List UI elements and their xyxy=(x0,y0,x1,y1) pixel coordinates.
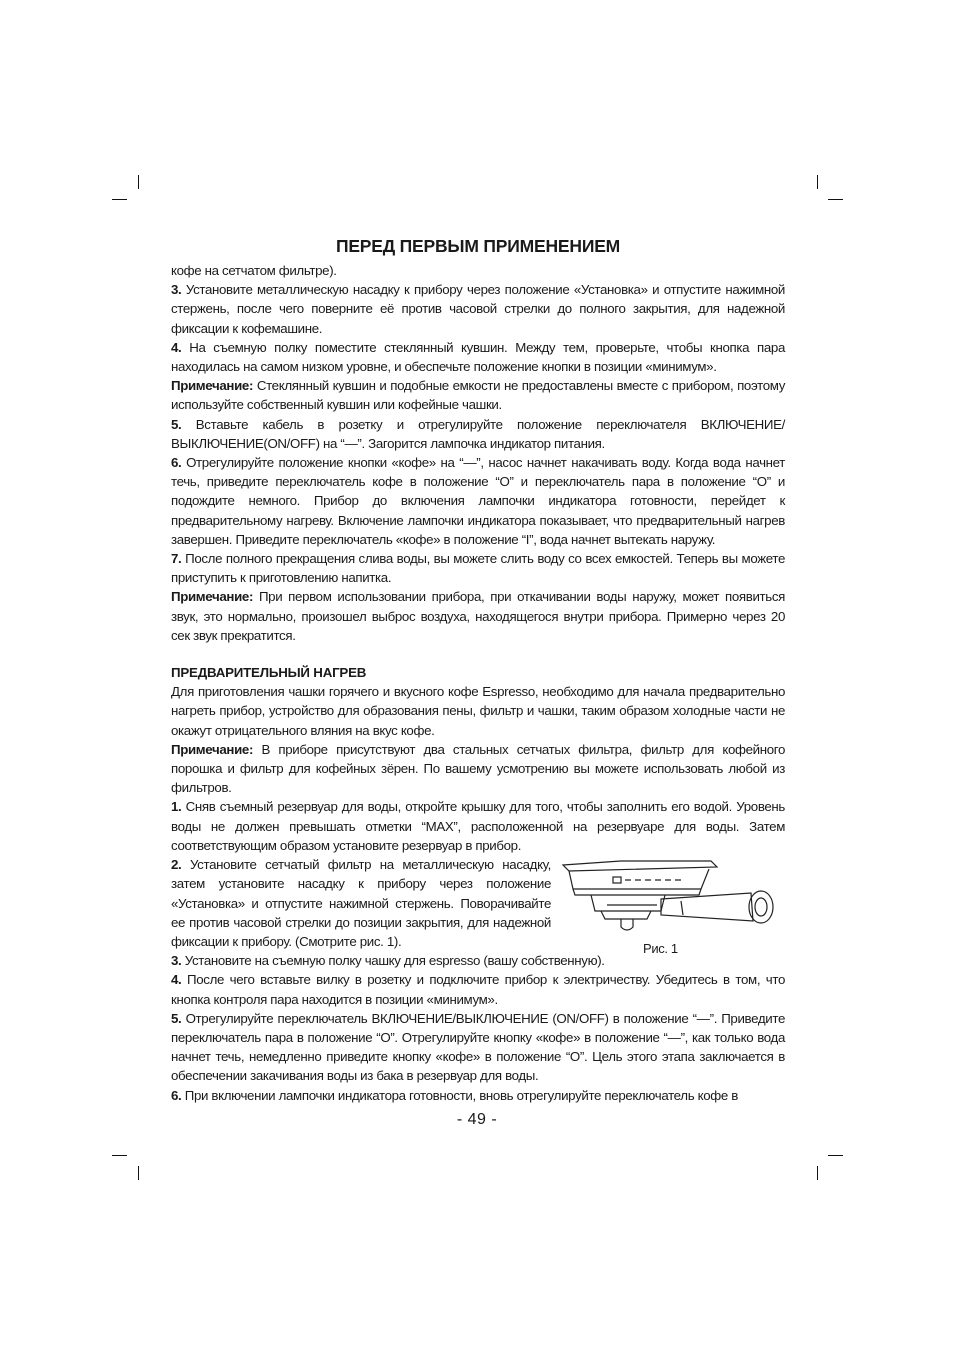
paragraph-step-2 xyxy=(171,855,551,951)
paragraph-text: Вставьте кабель в розетку и отрегулируйте положение переключателя ВКЛЮЧЕНИЕ/ВЫКЛЮЧЕНИЕ(ON/OFF) на “—”. Загорится лампочка индикатор питания. xyxy=(171,416,785,451)
step-number: 5. xyxy=(171,416,182,432)
paragraph-step-6 xyxy=(171,1086,785,1105)
page-number: - 49 - xyxy=(456,1111,498,1128)
paragraph-text: Установите на съемную полку чашку для espresso (вашу собственную). xyxy=(181,953,605,969)
section-title: ПРЕДВАРИТЕЛЬНЫЙ НАГРЕВ xyxy=(171,665,367,681)
paragraph-note xyxy=(171,587,785,645)
crop-mark-bottom-right-v xyxy=(817,1166,818,1180)
paragraph-step-3 xyxy=(171,951,785,970)
paragraph-text: Отрегулируйте переключатель ВКЛЮЧЕНИЕ/ВЫКЛЮЧЕНИЕ (ON/OFF) в положение “—”. Приведите переключатель пара в положение “O”. Отрегулируйте кнопку «кофе» в положение “—”, как только вода начнет течь, немедленно приведите кнопку «кофе» в положение “O”. Цель этого этапа заключается в обеспечении закачивания воды из бака в резервуар для воды. xyxy=(171,1010,785,1084)
step-number: 6. xyxy=(171,455,182,471)
paragraph-step-4 xyxy=(171,338,785,376)
figure-caption: Рис. 1 xyxy=(643,941,678,957)
paragraph-step-5 xyxy=(171,415,785,453)
crop-mark-top-right-h xyxy=(828,199,843,200)
paragraph-text: При первом использовании прибора, при откачивании воды наружу, может появиться звук, это нормально, произошел выброс воздуха, находящегося внутри прибора. Примерно через 20 сек звук прекратится. xyxy=(171,589,785,643)
paragraph xyxy=(171,682,785,740)
paragraph-text: Сняв съемный резервуар для воды, откройте крышку для того, чтобы заполнить его водой. Уровень воды не должен превышать отметки “MAX”, расположенной на резервуаре для воды. Затем соответствующим образом установите резервуар в прибор. xyxy=(171,799,785,853)
step-number: 4. xyxy=(171,339,182,355)
paragraph-text: На съемную полку поместите стеклянный кувшин. Между тем, проверьте, чтобы кнопка пара находилась на самом низком уровне, и обеспечьте положение кнопки в позиции «минимум». xyxy=(171,339,785,375)
crop-mark-bottom-right-h xyxy=(828,1155,843,1156)
paragraph-step-6 xyxy=(171,453,785,549)
paragraph-step-7 xyxy=(171,549,785,587)
note-label: Примечание: xyxy=(171,741,254,757)
paragraph-text: В приборе присутствуют два стальных сетчатых фильтра, фильтр для кофейного порошка и фильтр для кофейных зёрен. По вашему усмотрению вы можете использовать любой из фильтров. xyxy=(171,741,785,796)
paragraph-note xyxy=(171,376,785,414)
crop-mark-bottom-left-h xyxy=(112,1155,127,1156)
paragraph-text: После полного прекращения слива воды, вы можете слить воду со всех емкостей. Теперь вы можете приступить к приготовлению напитка. xyxy=(171,551,785,586)
crop-mark-top-left-v xyxy=(138,175,139,189)
paragraph-step-1 xyxy=(171,797,785,855)
step-with-figure xyxy=(171,855,785,957)
note-label: Примечание: xyxy=(171,589,254,605)
step-number: 4. xyxy=(171,972,182,988)
paragraph-step-4 xyxy=(171,970,785,1008)
step-number: 7. xyxy=(171,551,182,567)
paragraph xyxy=(171,261,785,280)
paragraph-text: Установите металлическую насадку к прибору через положение «Установка» и отпустите нажимной стержень, после чего поверните её против часовой стрелки до полного закрытия, для надежной фиксации к кофемашине. xyxy=(171,282,785,336)
paragraph-step-5 xyxy=(171,1009,785,1086)
paragraph-step-3 xyxy=(171,280,785,338)
step-number: 3. xyxy=(171,282,182,298)
paragraph-text: Для приготовления чашки горячего и вкусного кофе Espresso, необходимо для начала предварительно нагреть прибор, устройство для образования пены, фильтр и чашки, таким образом холодные части не окажут отрицательного вляния на вкус кофе. xyxy=(171,684,785,738)
crop-mark-top-right-v xyxy=(817,175,818,189)
note-label: Примечание: xyxy=(171,378,254,394)
paragraph-text: После чего вставьте вилку в розетку и подключите прибор к электричеству. Убедитесь в том, что кнопка контроля пара находится в позиции «минимум». xyxy=(171,972,785,1007)
paragraph-text: кофе на сетчатом фильтре). xyxy=(171,263,337,278)
paragraph-text: При включении лампочки индикатора готовности, вновь отрегулируйте переключатель кофе в xyxy=(181,1087,738,1103)
step-number: 2. xyxy=(171,857,182,873)
step-number: 6. xyxy=(171,1087,182,1103)
page-title: ПЕРЕД ПЕРВЫМ ПРИМЕНЕНИЕМ xyxy=(335,236,621,256)
step-number: 5. xyxy=(171,1010,182,1026)
paragraph-text: Установите сетчатый фильтр на металлическую насадку, затем установите насадку к прибору через положение «Установка» и отпустите нажимной стержень. Поворачивайте ее против часовой стрелки до позиции закрытия, для надежной фиксации к прибору. (Смотрите рис. 1). xyxy=(171,857,551,949)
paragraph-text: Отрегулируйте положение кнопки «кофе» на “—”, насос начнет накачивать воду. Когда вода начнет течь, приведите переключатель кофе в положение “O” и переключатель пара в положение “O” и подождите немного. Прибор до включения лампочки индикатора готовности, перейдет к предварительному нагреву. Включение лампочки индикатора показывает, что предварительный нагрев завершен. Приведите переключатель «кофе» в положение “I”, вода начнет вытекать наружу. xyxy=(171,455,785,547)
step-number: 1. xyxy=(171,799,182,815)
paragraph-note xyxy=(171,740,785,798)
paragraph-text: Стеклянный кувшин и подобные емкости не предоставлены вместе с прибором, поэтому используйте собственный кувшин или кофейные чашки. xyxy=(171,378,785,413)
page-content xyxy=(171,234,785,1105)
portafilter-illustration xyxy=(561,859,785,941)
figure-1 xyxy=(561,859,785,957)
step-number: 3. xyxy=(171,953,182,969)
crop-mark-bottom-left-v xyxy=(138,1166,139,1180)
crop-mark-top-left-h xyxy=(112,199,127,200)
